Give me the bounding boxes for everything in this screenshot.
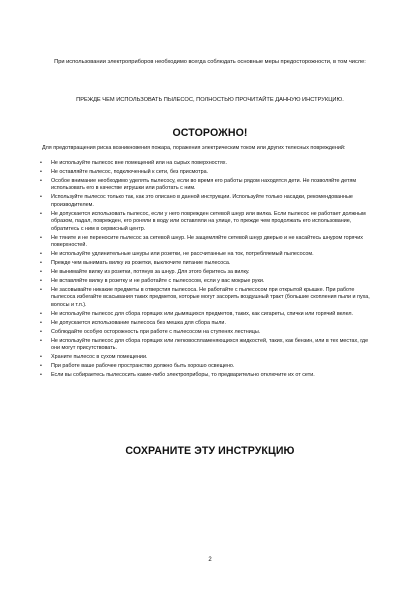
list-item-text: При работе ваше рабочее пространство должно быть хорошо освещено. (51, 363, 235, 369)
bullet-icon: • (40, 251, 42, 258)
list-item-text: Не используйте удлинительные шнуры или розетки, не рассчитанные на ток, потребляемый пылесосом. (51, 251, 314, 258)
list-item (40, 235, 378, 250)
list-item (40, 269, 378, 277)
list-item-text: Храните пылесос в сухом помещении. (51, 354, 148, 361)
intro-text: При использовании электроприборов необходимо всегда соблюдать основные меры предосторожности, в том числе: (54, 59, 366, 65)
page-number: 2 (208, 557, 212, 563)
safety-list (40, 160, 378, 381)
list-item (40, 260, 378, 268)
save-instructions-heading: СОХРАНИТЕ ЭТУ ИНСТРУКЦИЮ (125, 445, 295, 457)
list-item (40, 178, 378, 193)
list-item (40, 338, 378, 353)
warning-lead-text: Для предотвращения риска возникновения пожара, поражения электрическим током или других телесных повреждений: (42, 145, 346, 151)
list-item (40, 194, 378, 209)
bullet-icon: • (40, 310, 42, 317)
list-item-text: Не оставляйте пылесос, подключенный к сети, без присмотра. (51, 168, 209, 175)
list-item (40, 251, 378, 259)
bullet-icon: • (40, 337, 42, 344)
list-item (40, 354, 378, 362)
bullet-icon: • (40, 328, 42, 335)
bullet-icon: • (40, 277, 42, 284)
list-item-text: Прежде чем вынимать вилку из розетки, выключите питание пылесоса. (51, 260, 231, 267)
bullet-icon: • (40, 260, 42, 267)
bullet-icon: • (40, 363, 42, 369)
list-item (40, 160, 378, 168)
list-item (40, 169, 378, 177)
list-item (40, 320, 378, 328)
bullet-icon: • (40, 269, 42, 276)
list-item-text: Не допускается использовать пылесос, если у него поврежден сетевой шнур или вилка. Если пылесос не работает должным образом, падал, поврежден, его роняли в воду или оставляли на улице, то прежде чем продолжать его использование, обратитесь с ним в сервисный центр. (51, 210, 366, 232)
list-item-text: Не используйте пылесос для сбора горящих или легковоспламеняющихся жидкостей, таких, как бензин, или в тех местах, где они могут присутствовать. (51, 337, 369, 352)
bullet-icon: • (40, 194, 42, 201)
list-item (40, 278, 378, 286)
bullet-icon: • (40, 210, 42, 217)
list-item (40, 211, 378, 234)
warning-heading: ОСТОРОЖНО! (172, 127, 248, 139)
list-item (40, 363, 378, 371)
list-item-text: Не вставляйте вилку в розетку и не работайте с пылесосом, если у вас мокрые руки. (51, 277, 265, 284)
bullet-icon: • (40, 234, 42, 241)
list-item-text: Если вы собираетесь пылесосить какие-либо электроприборы, то предварительно отключите их от сети. (51, 371, 315, 378)
read-instructions-notice: ПРЕЖДЕ ЧЕМ ИСПОЛЬЗОВАТЬ ПЫЛЕСОС, ПОЛНОСТЬЮ ПРОЧИТАЙТЕ ДАННУЮ ИНСТРУКЦИЮ. (76, 97, 344, 103)
list-item (40, 311, 378, 319)
list-item-text: Не вынимайте вилку из розетки, потянув за шнур. Для этого беритесь за вилку. (51, 269, 250, 276)
list-item-text: Не допускается использование пылесоса без мешка для сбора пыли. (51, 319, 226, 326)
bullet-icon: • (40, 286, 42, 293)
list-item-text: Не засовывайте никакие предметы в отверстия пылесоса. Не работайте с пылесосом при открытой крышке. При работе пылесоса избегайте всасывания таких предметов, которые могут засорить воздушный тракт (большие скопления пыли и пуха, волосы и т.п.). (51, 286, 370, 309)
bullet-icon: • (40, 371, 42, 378)
list-item-text: Не используйте пылесос для сбора горящих или дымящихся предметов, таких, как сигареты, спички или горячий велел. (51, 310, 354, 317)
list-item-text: Соблюдайте особую осторожность при работе с пылесосом на ступенях лестницы. (51, 328, 261, 335)
list-item-text: Не тяните и не переносите пылесос за сетевой шнур. Не защемляйте сетевой шнур дверью и не касайтесь шнуром горячих поверхностей. (51, 234, 363, 249)
list-item (40, 287, 378, 310)
list-item (40, 329, 378, 337)
list-item (40, 372, 378, 380)
list-item-text: Особое внимание необходимо уделять пылесосу, если во время его работы рядом находятся дети. Не позволяйте детям использовать его в качестве игрушки или работать с ним. (51, 177, 357, 192)
bullet-icon: • (40, 354, 42, 361)
list-item-text: Используйте пылесос только так, как это описано в данной инструкции. Используйте только насадки, рекомендованные производителем. (51, 194, 353, 208)
bullet-icon: • (40, 168, 42, 175)
bullet-icon: • (40, 319, 42, 326)
list-item-text: Не используйте пылесос вне помещений или на сырых поверхностях. (51, 160, 227, 166)
bullet-icon: • (40, 160, 42, 166)
bullet-icon: • (40, 177, 42, 184)
